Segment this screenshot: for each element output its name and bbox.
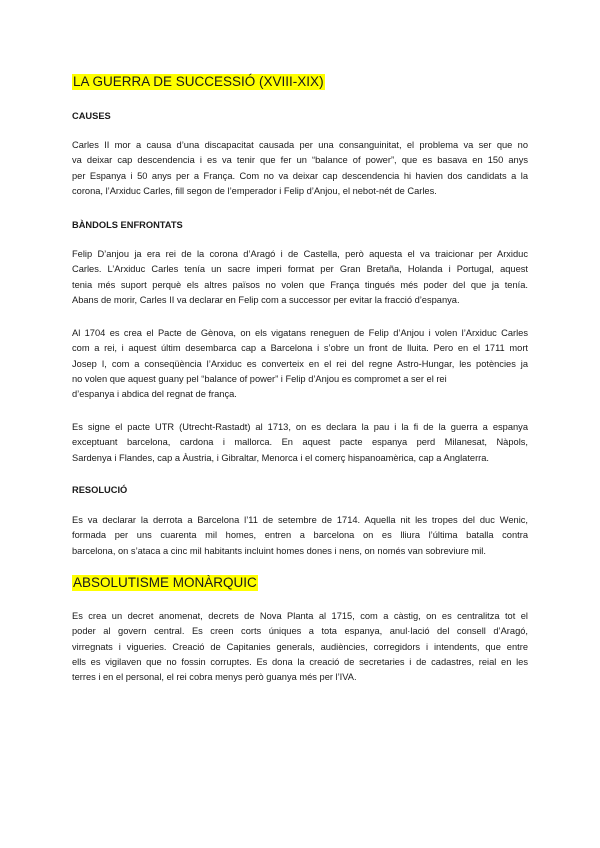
- text-line: ells es vigilaven que no fossin corruptes. Es dona la creació de secretaries i de cadastres, reial en les: [72, 656, 528, 667]
- text-line: tenia més suport perquè els altres països no volen que França tingués més poder del que ja tenía.: [72, 279, 528, 290]
- text-line: com a rei, i aquest últim desembarca cap a Barcelona i s’obre un front de lluita. Pero en el 1711 mort: [72, 343, 528, 354]
- section-heading-causes: CAUSES: [72, 111, 111, 121]
- text-line: Felip D’anjou ja era rei de la corona d’Aragó i de Castella, però aquesta el va traicionar per Arxiduc: [72, 249, 528, 259]
- text-line: formada per uns cuarenta mil homes, entren a barcelona on es lliura l’última batalla contra: [72, 530, 528, 541]
- text-line: Josep I, com a conseqüència l’Arxiduc es converteix en el rei del regne Astro-Hungar, les potències ja: [72, 358, 528, 369]
- text-line: d’espanya i abdica del regnat de frança.: [72, 389, 237, 400]
- text-line: barcelona, on s’ataca a cinc mil habitants incluint homes dones i nens, on només van sobreviure mil.: [72, 545, 486, 556]
- section-heading-resolucio: RESOLUCIÓ: [72, 485, 128, 495]
- text-line: Carles. L’Arxiduc Carles tenía un sacre imperi format per Gran Bretaña, Holanda i Portugal, aquest: [72, 264, 528, 275]
- text-line: virregnats i vigueries. Creació de Capitanies generals, audiències, corregidors i intendents, que entre: [72, 641, 528, 652]
- paragraph-bandols-1: [72, 247, 528, 308]
- section-heading-bandols: BÀNDOLS ENFRONTATS: [72, 220, 183, 230]
- text-line: Abans de morir, Carles II va declarar en Felip com a successor per evitar la fracció d’espanya.: [72, 294, 460, 305]
- text-line: va deixar cap descendencia i es va tenir que fer un “balance of power”, que es basava en 150 anys: [72, 155, 528, 166]
- text-line: terres i en el personal, el rei cobra menys però guanya més per l’IVA.: [72, 672, 357, 683]
- paragraph-bandols-3: [72, 420, 528, 466]
- text-line: poder al govern central. Es creen corts úniques a tota espanya, anul·lació del consell d’Aragó,: [72, 626, 528, 637]
- text-line: Es signe el pacte UTR (Utrecht-Rastadt) al 1713, on es declara la pau i la fi de la guerra a espanya: [72, 422, 528, 432]
- text-line: corona, l’Arxiduc Carles, fill segon de l’emperador i Felip d’Anjou, el nebot-nét de Carles.: [72, 185, 437, 196]
- paragraph-resolucio: [72, 513, 528, 559]
- text-line: Es crea un decret anomenat, decrets de Nova Planta al 1715, com a càstig, on es centralitza tot el: [72, 611, 528, 621]
- text-line: Carles II mor a causa d’una discapacitat causada per una consanguinitat, el problema va ser que no: [72, 140, 528, 150]
- document-title: LA GUERRA DE SUCCESSIÓ (XVIII-XIX): [73, 74, 324, 89]
- paragraph-absolutisme: [72, 609, 528, 685]
- section-heading-absolutisme: ABSOLUTISME MONÀRQUIC: [73, 575, 257, 590]
- text-line: exceptuant barcelona, cardona i mallorca. En aquest pacte espanya perd Milanesat, Nàpols,: [72, 437, 528, 448]
- text-line: Es va declarar la derrota a Barcelona l’11 de setembre de 1714. Aquella nit les tropes del duc Wenic,: [72, 515, 528, 525]
- text-line: Sardenya i Flandes, cap a Àustria, i Gibraltar, Menorca i el comerç hispanoamèrica, cap a Anglaterra.: [72, 452, 490, 463]
- paragraph-causes: [72, 138, 528, 199]
- paragraph-bandols-2: [72, 326, 528, 402]
- text-line: no volen que aquest guany pel “balance of power” i Felip d’Anjou es compromet a ser el rei: [72, 373, 447, 384]
- text-line: Al 1704 es crea el Pacte de Gènova, on els vigatans reneguen de Felip d’Anjou i volen l’Arxiduc Carles: [72, 328, 528, 338]
- text-line: per Espanya i 50 anys per a França. Com no va deixar cap descendencia hi havien dos candidats a la: [72, 170, 528, 181]
